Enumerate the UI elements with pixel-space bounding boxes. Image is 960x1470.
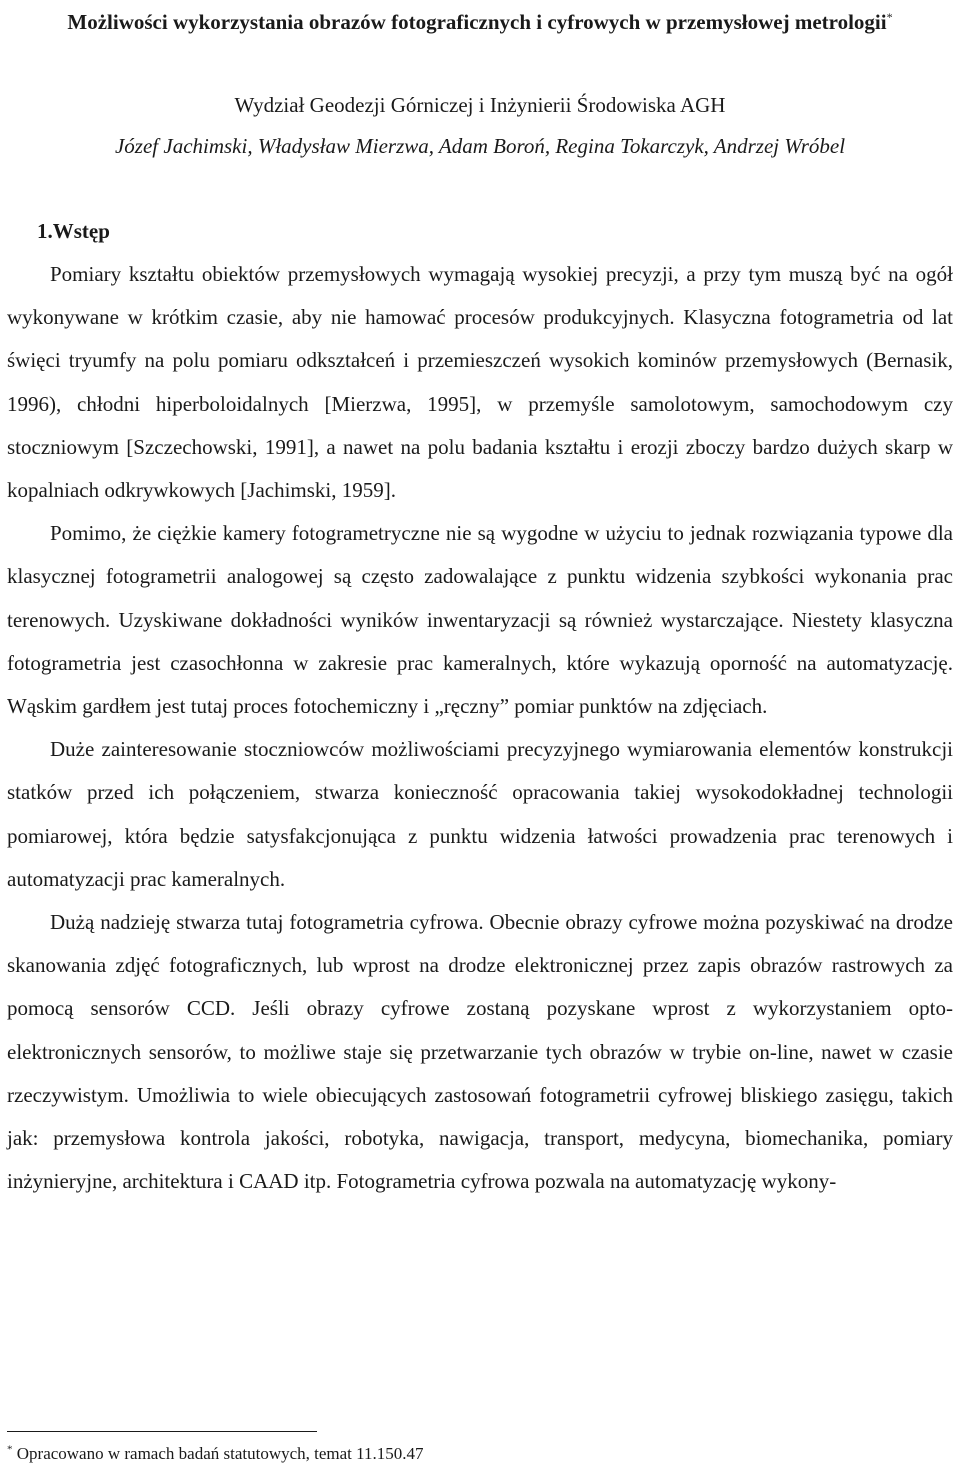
footnote-divider [7, 1431, 317, 1432]
footnote-marker: * [7, 1443, 13, 1456]
section-heading: 1.Wstęp [37, 219, 110, 243]
paper-title-text: Możliwości wykorzystania obrazów fotograficznych i cyfrowych w przemysłowej metrologii [67, 10, 887, 34]
paragraph-1: Pomiary kształtu obiektów przemysłowych wymagają wysokiej precyzji, a przy tym muszą być na ogół wykonywane w krótkim czasie, aby nie hamować procesów produkcyjnych. Klasyczna fotogrametria od lat święci tryumfy na polu pomiaru odkształceń i przemieszczeń wysokich kominów przemysłowych (Bernasik, 1996), chłodni hiperboloidalnych [Mierzwa, 1995], w przemyśle samolotowym, samochodowym czy stoczniowym [Szczechowski, 1991], a nawet na polu badania kształtu i erozji zboczy bardzo dużych skarp w kopalniach odkrywkowych [Jachimski, 1959]. [7, 262, 953, 503]
document-page [7, 0, 953, 1470]
paragraph-4: Dużą nadzieję stwarza tutaj fotogrametria cyfrowa. Obecnie obrazy cyfrowe można pozyskiwać na drodze skanowania zdjęć fotograficznych, lub wprost na drodze elektronicznej przez zapis obrazów rastrowych za pomocą sensorów CCD. Jeśli obrazy cyfrowe zostaną pozyskane wprost z wykorzystaniem opto-elektronicznych sensorów, to możliwe staje się przetwarzanie tych obrazów w trybie on-line, nawet w czasie rzeczywistym. Umożliwia to wiele obiecujących zastosowań fotogrametrii cyfrowej bliskiego zasięgu, takich jak: przemysłowa kontrola jakości, robotyka, nawigacja, transport, medycyna, biomechanika, pomiary inżynieryjne, architektura i CAAD itp. Fotogrametria cyfrowa pozwala na automatyzację wykony- [7, 910, 953, 1194]
paragraph-2: Pomimo, że ciężkie kamery fotogrametryczne nie są wygodne w użyciu to jednak rozwiązania typowe dla klasycznej fotogrametrii analogowej są często zadowalające z punktu widzenia szybkości wykonania prac terenowych. Uzyskiwane dokładności wyników inwentaryzacji są również wystarczające. Niestety klasyczna fotogrametria jest czasochłonna w zakresie prac kameralnych, które wykazują oporność na automatyzację. Wąskim gardłem jest tutaj proces fotochemiczny i „ręczny” pomiar punktów na zdjęciach. [7, 521, 953, 719]
paragraph-3: Duże zainteresowanie stoczniowców możliwościami precyzyjnego wymiarowania elementów konstrukcji statków przed ich połączeniem, stwarza konieczność opracowania takiej wysokodokładnej technologii pomiarowej, która będzie satysfakcjonująca z punktu widzenia łatwości prowadzenia prac terenowych i automatyzacji prac kameralnych. [7, 737, 953, 891]
authors: Józef Jachimski, Władysław Mierzwa, Adam Boroń, Regina Tokarczyk, Andrzej Wróbel [114, 134, 846, 158]
paper-title [7, 0, 953, 43]
footnote [7, 1441, 424, 1467]
footnote-text: Opracowano w ramach badań statutowych, temat 11.150.47 [12, 1444, 424, 1463]
title-footnote-marker: * [886, 10, 893, 24]
affiliation: Wydział Geodezji Górniczej i Inżynierii Środowiska AGH [234, 93, 726, 117]
